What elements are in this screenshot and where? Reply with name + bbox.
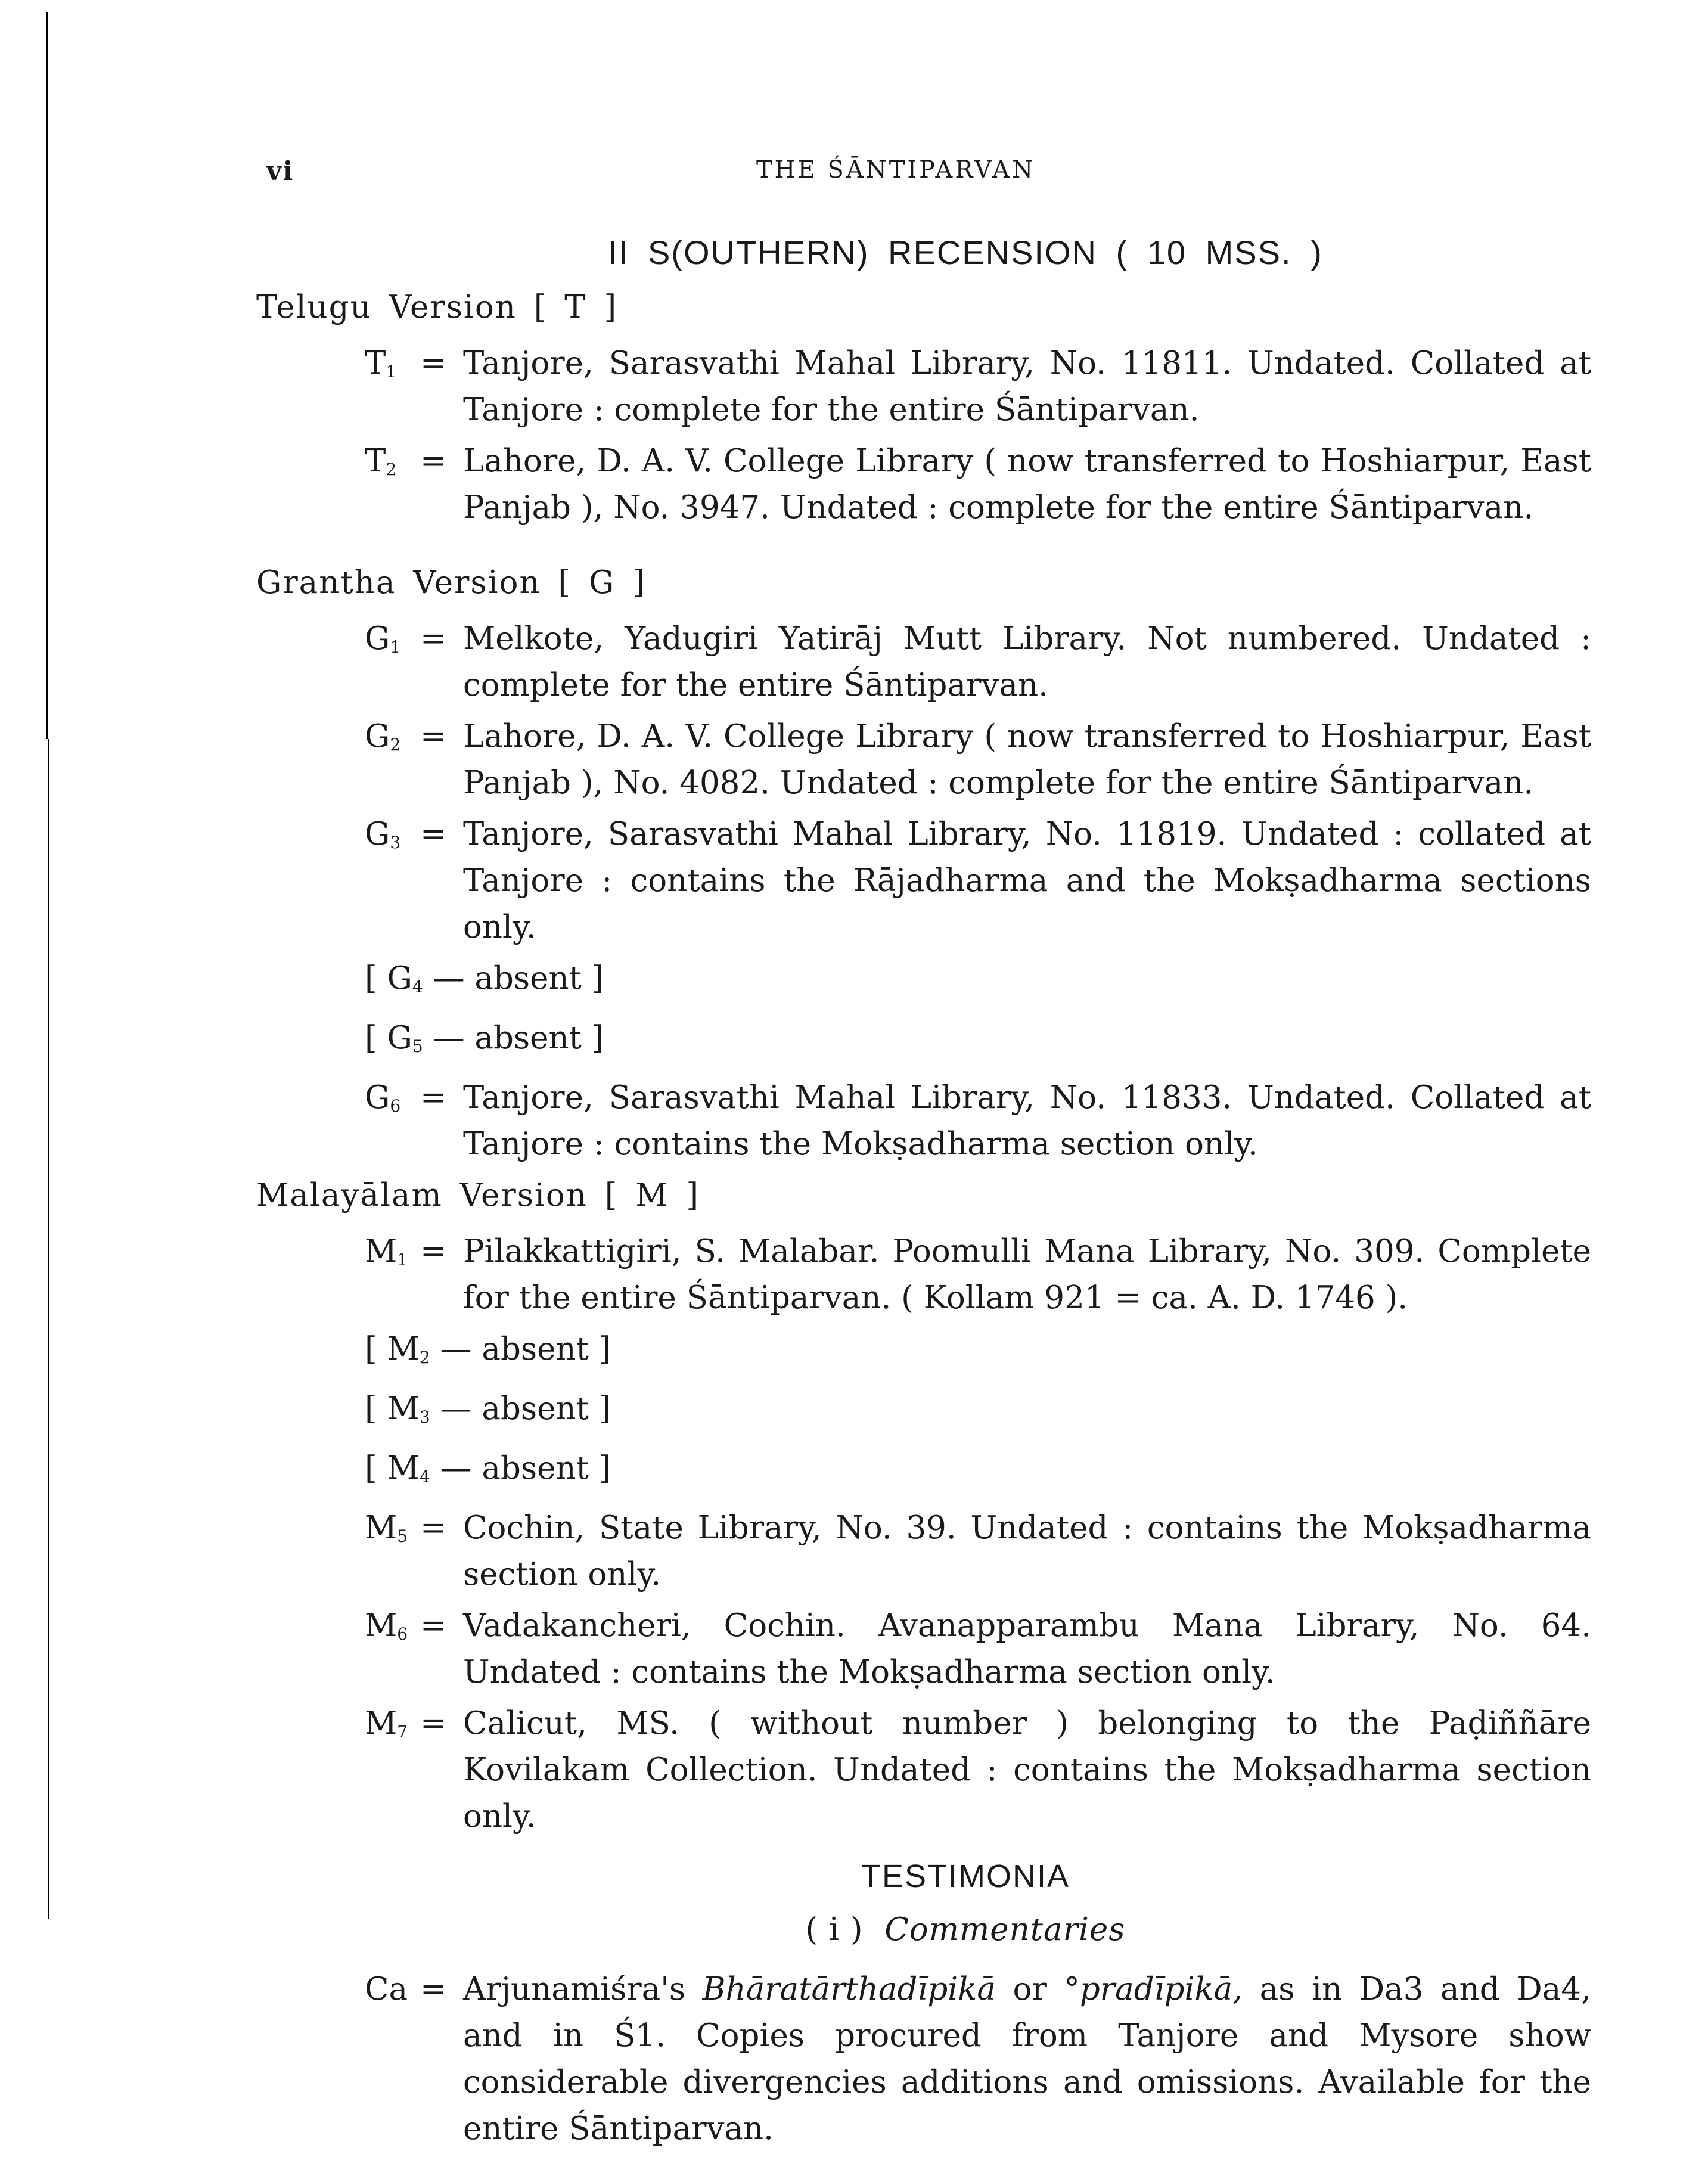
manuscript-siglum: $G_3$ bbox=[365, 816, 401, 852]
scan-edge-line bbox=[46, 12, 48, 739]
scan-edge-line bbox=[48, 739, 49, 1919]
manuscript-entry: $T_1$ = Tanjore, Sarasvathi Mahal Library, No. 11811. Undated. Collated at Tanjore : complete for the entire Śāntiparvan. bbox=[256, 340, 1591, 433]
page-number: vi bbox=[266, 156, 294, 187]
version-heading-malayalam: Malayālam Version [ M ] bbox=[256, 1177, 700, 1213]
manuscript-entry: $M_5$ = Cochin, State Library, No. 39. Undated : contains the Mokṣadharma section only. bbox=[256, 1505, 1591, 1598]
manuscript-entry: $G_2$ = Lahore, D. A. V. College Library ( now transferred to Hoshiarpur, East Panjab ), No. 4082. Undated : complete for the entire Śāntiparvan. bbox=[256, 713, 1591, 806]
manuscript-siglum: $G_1$ bbox=[365, 620, 401, 657]
absent-entry: [ $G_5$ — absent ] bbox=[365, 1020, 604, 1056]
manuscript-entry: $M_1$ = Pilakkattigiri, S. Malabar. Poomulli Mana Library, No. 309. Complete for the entire Śāntiparvan. ( Kollam 921 = ca. A. D. 1746 ). bbox=[256, 1228, 1591, 1321]
manuscript-description: Lahore, D. A. V. College Library ( now transferred to Hoshiarpur, East Panjab ), No. 3947. Undated : complete for the entire Śāntiparvan. bbox=[463, 443, 1591, 526]
absent-entry: [ $M_3$ — absent ] bbox=[365, 1391, 611, 1427]
manuscript-description: Pilakkattigiri, S. Malabar. Poomulli Mana Library, No. 309. Complete for the entire Śāntiparvan. ( Kollam 921 = ca. A. D. 1746 ). bbox=[463, 1233, 1591, 1316]
manuscript-siglum: $G_2$ bbox=[365, 718, 401, 755]
version-heading-telugu: Telugu Version [ T ] bbox=[256, 289, 618, 325]
commentaries-subheading: ( i ) Commentaries bbox=[805, 1911, 1126, 1948]
running-title: THE ŚĀNTIPARVAN bbox=[756, 156, 1036, 184]
commentary-siglum: Ca bbox=[365, 1971, 408, 2007]
commentary-entry: Ca = Arjunamiśra's Bhāratārthadīpikā or °pradīpikā, as in Da3 and Da4, and in Ś1. Copies procured from Tanjore and Mysore show considerable divergencies additions and omissions. Available for the entire Śāntiparvan. bbox=[256, 1966, 1591, 2152]
testimonia-heading: TESTIMONIA bbox=[861, 1858, 1070, 1894]
manuscript-description: Tanjore, Sarasvathi Mahal Library, No. 11819. Undated : collated at Tanjore : contains the Rājadharma and the Mokṣadharma sections only. bbox=[463, 816, 1591, 945]
absent-entry: [ $M_4$ — absent ] bbox=[365, 1450, 611, 1486]
page-header bbox=[0, 156, 1708, 192]
manuscript-siglum: $M_1$ bbox=[365, 1233, 408, 1270]
manuscript-entry: $G_1$ = Melkote, Yadugiri Yatirāj Mutt Library. Not numbered. Undated : complete for the entire Śāntiparvan. bbox=[256, 616, 1591, 709]
manuscript-entry: $T_2$ = Lahore, D. A. V. College Library ( now transferred to Hoshiarpur, East Panjab ), No. 3947. Undated : complete for the entire Śāntiparvan. bbox=[256, 438, 1591, 531]
manuscript-siglum: $M_7$ bbox=[365, 1705, 408, 1742]
manuscript-description: Melkote, Yadugiri Yatirāj Mutt Library. Not numbered. Undated : complete for the entire Śāntiparvan. bbox=[463, 620, 1591, 703]
manuscript-siglum: $G_6$ bbox=[365, 1079, 401, 1116]
manuscript-entry: $M_7$ = Calicut, MS. ( without number ) belonging to the Paḍiññāre Kovilakam Collection. Undated : contains the Mokṣadharma section only. bbox=[256, 1700, 1591, 1840]
manuscript-description: Lahore, D. A. V. College Library ( now transferred to Hoshiarpur, East Panjab ), No. 4082. Undated : complete for the entire Śāntiparvan. bbox=[463, 718, 1591, 801]
commentary-description: Arjunamiśra's Bhāratārthadīpikā or °pradīpikā, as in Da3 and Da4, and in Ś1. Copies procured from Tanjore and Mysore show considerable divergencies additions and omissions. Available for the entire Śāntiparvan. bbox=[463, 1971, 1591, 2147]
manuscript-entry: $G_6$ = Tanjore, Sarasvathi Mahal Library, No. 11833. Undated. Collated at Tanjore : contains the Mokṣadharma section only. bbox=[256, 1075, 1591, 1168]
manuscript-siglum: $M_6$ bbox=[365, 1607, 408, 1644]
manuscript-description: Tanjore, Sarasvathi Mahal Library, No. 11833. Undated. Collated at Tanjore : contains the Mokṣadharma section only. bbox=[463, 1079, 1591, 1162]
manuscript-entry: $M_6$ = Vadakancheri, Cochin. Avanapparambu Mana Library, No. 64. Undated : contains the Mokṣadharma section only. bbox=[256, 1603, 1591, 1696]
manuscript-siglum: $T_1$ bbox=[365, 345, 397, 381]
manuscript-description: Calicut, MS. ( without number ) belonging to the Paḍiññāre Kovilakam Collection. Undated : contains the Mokṣadharma section only. bbox=[463, 1705, 1591, 1835]
manuscript-description: Tanjore, Sarasvathi Mahal Library, No. 11811. Undated. Collated at Tanjore : complete for the entire Śāntiparvan. bbox=[463, 345, 1591, 428]
manuscript-siglum: $T_2$ bbox=[365, 443, 397, 479]
absent-entry: [ $M_2$ — absent ] bbox=[365, 1331, 611, 1367]
version-heading-grantha: Grantha Version [ G ] bbox=[256, 564, 646, 601]
manuscript-description: Cochin, State Library, No. 39. Undated : contains the Mokṣadharma section only. bbox=[463, 1510, 1591, 1593]
page-body bbox=[256, 229, 1591, 2157]
absent-entry: [ $G_4$ — absent ] bbox=[365, 960, 604, 997]
section-title: II S(OUTHERN) RECENSION ( 10 MSS. ) bbox=[608, 234, 1323, 271]
manuscript-description: Vadakancheri, Cochin. Avanapparambu Mana Library, No. 64. Undated : contains the Mokṣadharma section only. bbox=[463, 1607, 1591, 1690]
manuscript-siglum: $M_5$ bbox=[365, 1510, 408, 1546]
manuscript-entry: $G_3$ = Tanjore, Sarasvathi Mahal Library, No. 11819. Undated : collated at Tanjore : contains the Rājadharma and the Mokṣadharma sections only. bbox=[256, 811, 1591, 951]
